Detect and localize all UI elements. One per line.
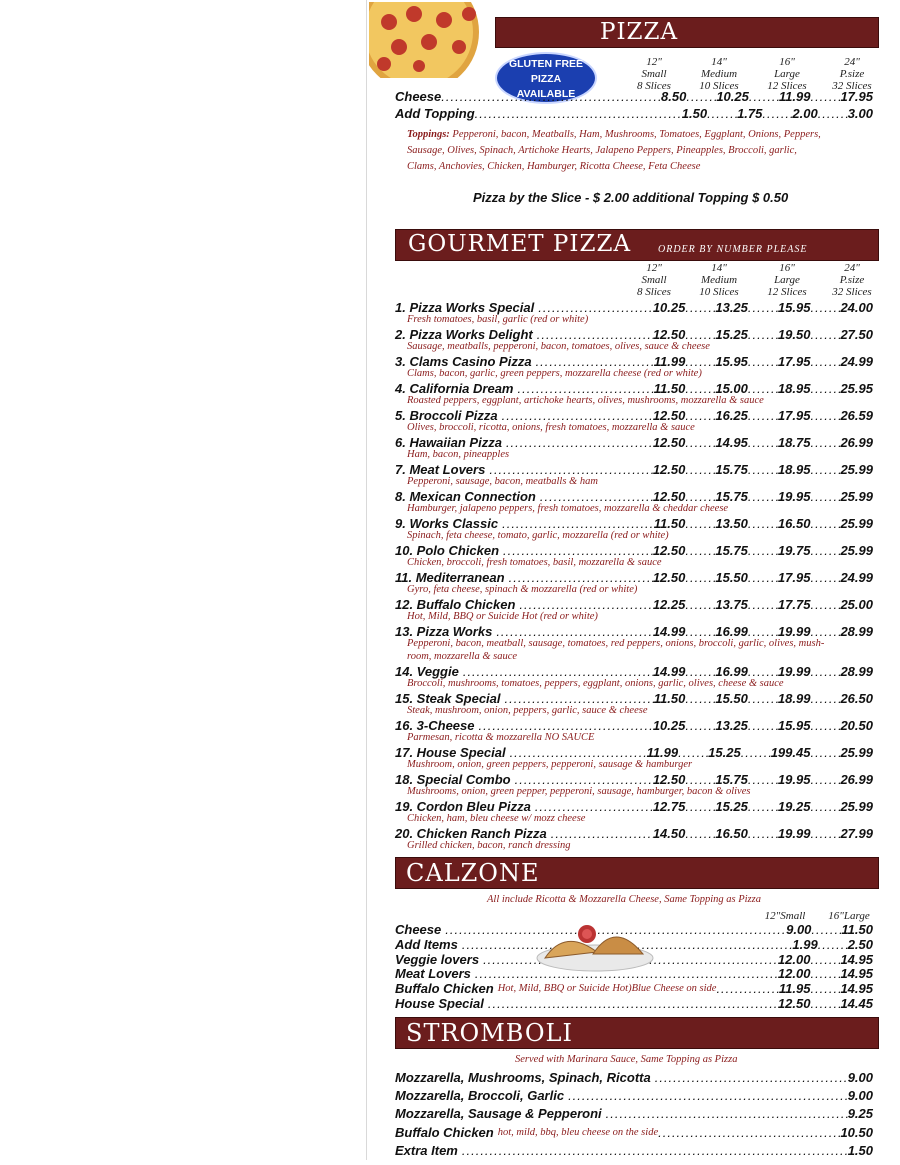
menu-row (395, 799, 873, 814)
menu-row (395, 543, 873, 558)
item-label: Cheese (395, 89, 442, 104)
item-label: 19. Cordon Bleu Pizza (395, 799, 531, 814)
item-label: 15. Steak Special (395, 691, 501, 706)
item-description: Olives, broccoli, ricotta, onions, fresh tomatoes, mozzarella & sauce (407, 422, 695, 433)
pizza-row-cheese (395, 89, 873, 104)
item-price: 12.50 (652, 543, 686, 558)
size-inch: 12" (646, 56, 662, 68)
item-label: Cheese (395, 922, 442, 937)
item-label: Extra Item (395, 1142, 458, 1158)
item-description: Fresh tomatoes, basil, garlic (red or white) (407, 314, 589, 325)
item-price: 27.50 (840, 327, 873, 342)
menu-row (395, 1070, 873, 1085)
item-description: Hot, Mild, BBQ or Suicide Hot (red or white) (407, 611, 598, 622)
item-price: 199.45 (770, 745, 811, 760)
item-price: 26.99 (840, 435, 873, 450)
size-name: P.size (839, 68, 865, 80)
item-price: 16.99 (715, 624, 748, 639)
size-name: P.size (839, 274, 865, 286)
calzone-size-16: 16"Large (828, 910, 870, 922)
item-price: 11.50 (841, 922, 873, 937)
pizza-header (495, 17, 879, 48)
item-label: House Special (395, 996, 484, 1011)
item-price: 17.75 (777, 597, 811, 612)
item-price: 19.25 (777, 799, 811, 814)
item-price: 27.99 (840, 826, 873, 841)
toppings-list (407, 127, 877, 175)
menu-row (395, 408, 873, 423)
item-label: 12. Buffalo Chicken (395, 597, 516, 612)
price-psize: 3.00 (847, 106, 873, 121)
menu-row (395, 664, 873, 679)
item-price: 15.00 (715, 381, 748, 396)
menu-row (395, 745, 873, 760)
item-price: 14.99 (652, 664, 686, 679)
item-price: 14.99 (652, 624, 686, 639)
menu-row (395, 826, 873, 841)
item-price: 9.25 (847, 1106, 873, 1122)
item-label: 4. California Dream (395, 381, 514, 396)
size-name: Large (774, 274, 800, 286)
item-price: 25.99 (840, 799, 873, 814)
item-label: 20. Chicken Ranch Pizza (395, 826, 547, 841)
size-inch: 14" (711, 56, 727, 68)
item-price: 12.50 (777, 996, 811, 1011)
item-description: Spinach, feta cheese, tomato, garlic, mozzarella (red or white) (407, 530, 669, 541)
calzone-note: All include Ricotta & Mozzarella Cheese, Same Topping as Pizza (487, 894, 761, 905)
item-price: 15.50 (715, 570, 748, 585)
item-description: Steak, mushroom, onion, peppers, garlic, sauce & cheese (407, 705, 648, 716)
item-label: 13. Pizza Works (395, 624, 493, 639)
item-price: 1.99 (792, 936, 818, 952)
item-price: 12.50 (652, 462, 686, 477)
item-description: Grilled chicken, bacon, ranch dressing (407, 840, 571, 851)
badge-line-2: PIZZA (530, 73, 562, 85)
price-small: 1.50 (681, 106, 708, 121)
size-name: Large (774, 68, 800, 80)
size-slices: 10 Slices (699, 286, 739, 298)
size-slices: 8 Slices (637, 80, 671, 92)
item-price: 1.50 (847, 1142, 873, 1158)
item-price: 11.50 (653, 516, 686, 531)
item-price: 10.50 (840, 1124, 873, 1140)
size-inch: 12" (646, 262, 662, 274)
item-price: 16.50 (777, 516, 811, 531)
badge-line-1: GLUTEN FREE (508, 58, 584, 70)
item-price: 16.25 (715, 408, 748, 423)
menu-row (395, 354, 873, 369)
item-label: Buffalo Chicken (395, 1124, 494, 1140)
item-price: 19.75 (777, 543, 811, 558)
item-price: 9.00 (847, 1088, 873, 1104)
item-price: 25.99 (840, 462, 873, 477)
item-price: 12.00 (777, 951, 811, 967)
calzone-header (395, 857, 879, 889)
item-price: 17.95 (777, 408, 811, 423)
gourmet-size-16 (757, 262, 817, 298)
size-inch: 16" (779, 262, 795, 274)
item-price: 28.99 (840, 664, 873, 679)
size-slices: 32 Slices (832, 80, 872, 92)
item-price: 24.00 (840, 300, 873, 315)
menu-row (395, 489, 873, 504)
item-price: 14.95 (840, 966, 873, 982)
price-medium: 10.25 (716, 89, 749, 104)
size-inch: 24" (844, 262, 860, 274)
pizza-size-14 (689, 56, 749, 92)
item-description: Hamburger, jalapeno peppers, fresh tomatoes, mozzarella & cheddar cheese (407, 503, 729, 514)
item-description: Chicken, ham, bleu cheese w/ mozz cheese (407, 813, 586, 824)
menu-row (395, 1088, 873, 1103)
menu-row (395, 381, 873, 396)
menu-row (395, 1125, 873, 1140)
item-price: 25.99 (840, 489, 873, 504)
item-description: Roasted peppers, eggplant, artichoke hearts, olives, mushrooms, mozzarella & sauce (407, 395, 764, 406)
size-slices: 12 Slices (767, 286, 807, 298)
item-price: 15.95 (715, 354, 748, 369)
size-inch: 14" (711, 262, 727, 274)
pizza-row-add-topping (395, 106, 873, 121)
menu-row (395, 516, 873, 531)
gourmet-size-12 (629, 262, 679, 298)
gourmet-size-24 (822, 262, 882, 298)
calzone-size-12: 12"Small (764, 910, 806, 922)
gourmet-header (395, 229, 879, 261)
item-description: Gyro, feta cheese, spinach & mozzarella (red or white) (407, 584, 638, 595)
menu-row (395, 1143, 873, 1158)
price-psize: 17.95 (840, 89, 873, 104)
item-label: 9. Works Classic (395, 516, 499, 531)
item-label: 2. Pizza Works Delight (395, 327, 533, 342)
item-label: 10. Polo Chicken (395, 543, 500, 558)
gourmet-size-14 (689, 262, 749, 298)
calzone-photo (535, 914, 657, 974)
price-small: 8.50 (661, 89, 687, 104)
stromboli-note: Served with Marinara Sauce, Same Topping as Pizza (515, 1054, 738, 1065)
menu-row (395, 597, 873, 612)
item-price: 12.50 (652, 435, 686, 450)
item-price: 12.25 (652, 597, 686, 612)
item-price: 18.95 (777, 381, 811, 396)
item-description: Pepperoni, sausage, bacon, meatballs & ham (407, 476, 598, 487)
item-price: 10.25 (652, 718, 686, 733)
gourmet-subtitle: ORDER BY NUMBER PLEASE (658, 244, 808, 255)
item-price: 17.95 (777, 570, 811, 585)
menu-row (395, 1106, 873, 1121)
menu-page (366, 0, 887, 1160)
item-price: 14.50 (652, 826, 686, 841)
item-price: 15.25 (708, 745, 741, 760)
item-price: 14.95 (715, 435, 748, 450)
pizza-title: PIZZA (600, 19, 679, 45)
item-price: 13.75 (715, 597, 748, 612)
size-name: Medium (700, 68, 738, 80)
item-label: 16. 3-Cheese (395, 718, 475, 733)
gourmet-title: GOURMET PIZZA (408, 231, 632, 257)
item-price: 15.75 (715, 462, 748, 477)
item-price: 11.50 (653, 381, 686, 396)
size-slices: 12 Slices (767, 80, 807, 92)
item-price: 12.50 (652, 772, 686, 787)
item-label: 5. Broccoli Pizza (395, 408, 498, 423)
item-price: 13.25 (715, 300, 748, 315)
item-price: 12.00 (777, 966, 811, 982)
item-price: 25.99 (840, 745, 873, 760)
item-extra: Hot, Mild, BBQ or Suicide Hot)Blue Cheese on side (497, 983, 717, 995)
menu-row (395, 327, 873, 342)
item-price: 15.95 (777, 300, 811, 315)
pizza-photo (369, 2, 493, 78)
item-description: Pepperoni, bacon, meatball, sausage, tomatoes, red peppers, onions, broccoli, garlic, olives, mush- (407, 638, 825, 649)
item-price: 25.99 (840, 516, 873, 531)
item-price: 9.00 (786, 922, 812, 937)
item-price: 11.50 (653, 691, 686, 706)
item-description: Chicken, broccoli, fresh tomatoes, basil, mozzarella & sauce (407, 557, 662, 568)
badge-line-3: AVAILABLE (516, 88, 576, 100)
item-price: 26.99 (840, 772, 873, 787)
item-price: 12.50 (652, 408, 686, 423)
item-description: Mushroom, onion, green peppers, pepperoni, sausage & hamburger (407, 759, 693, 770)
item-price: 16.50 (715, 826, 748, 841)
item-price: 11.95 (778, 981, 811, 997)
menu-row (395, 981, 873, 996)
price-large: 11.99 (778, 89, 811, 104)
size-slices: 8 Slices (637, 286, 671, 298)
toppings-label: Toppings: (407, 129, 450, 140)
menu-row (395, 624, 873, 639)
pizza-size-24 (822, 56, 882, 92)
item-price: 14.45 (840, 996, 873, 1011)
item-label: 6. Hawaiian Pizza (395, 435, 502, 450)
item-label: Mozzarella, Sausage & Pepperoni (395, 1106, 602, 1122)
item-price: 11.99 (653, 354, 686, 369)
item-description: Broccoli, mushrooms, tomatoes, peppers, eggplant, onions, garlic, olives, cheese & sauce (407, 678, 784, 689)
item-price: 18.75 (777, 435, 811, 450)
item-extra: hot, mild, bbq, bleu cheese on the side (497, 1126, 659, 1138)
item-label: Mozzarella, Mushrooms, Spinach, Ricotta (395, 1070, 651, 1085)
item-price: 2.50 (847, 936, 873, 952)
menu-row (395, 718, 873, 733)
menu-row (395, 435, 873, 450)
item-price: 25.99 (840, 543, 873, 558)
item-label: 7. Meat Lovers (395, 462, 486, 477)
size-name: Small (641, 68, 667, 80)
item-price: 26.50 (840, 691, 873, 706)
item-price: 19.99 (777, 826, 811, 841)
item-label: Add Items (395, 936, 458, 952)
item-price: 12.50 (652, 570, 686, 585)
menu-row (395, 691, 873, 706)
toppings-line: Clams, Anchovies, Chicken, Hamburger, Ricotta Cheese, Feta Cheese (407, 161, 701, 172)
item-price: 20.50 (840, 718, 873, 733)
size-slices: 10 Slices (699, 80, 739, 92)
menu-row (395, 300, 873, 315)
item-description: Parmesan, ricotta & mozzarella NO SAUCE (407, 732, 595, 743)
item-price: 25.95 (840, 381, 873, 396)
item-price: 13.25 (715, 718, 748, 733)
item-label: Mozzarella, Broccoli, Garlic (395, 1088, 565, 1104)
item-price: 25.00 (840, 597, 873, 612)
item-price: 9.00 (847, 1070, 873, 1085)
pizza-size-12 (629, 56, 679, 92)
size-name: Medium (700, 274, 738, 286)
item-price: 16.99 (715, 664, 748, 679)
calzone-title: CALZONE (406, 859, 540, 887)
item-price: 24.99 (840, 354, 873, 369)
item-price: 19.99 (777, 624, 811, 639)
item-price: 26.59 (840, 408, 873, 423)
item-price: 15.75 (715, 772, 748, 787)
item-price: 19.95 (777, 489, 811, 504)
item-price: 19.99 (777, 664, 811, 679)
item-price: 15.75 (715, 543, 748, 558)
item-description: Mushrooms, onion, green pepper, pepperoni, sausage, hamburger, bacon & olives (407, 786, 751, 797)
item-description: room, mozzarella & sauce (407, 651, 518, 662)
item-price: 11.99 (646, 745, 679, 760)
item-description: Sausage, meatballs, pepperoni, bacon, tomatoes, olives, sauce & cheese (407, 341, 710, 352)
item-price: 15.95 (777, 718, 811, 733)
size-inch: 24" (844, 56, 860, 68)
item-price: 24.99 (840, 570, 873, 585)
item-label: 18. Special Combo (395, 772, 511, 787)
item-price: 13.50 (715, 516, 748, 531)
item-price: 15.50 (715, 691, 748, 706)
item-label: 17. House Special (395, 745, 506, 760)
item-price: 14.95 (840, 951, 873, 967)
item-price: 14.95 (840, 981, 873, 997)
item-price: 15.25 (715, 327, 748, 342)
menu-row (395, 772, 873, 787)
size-slices: 32 Slices (832, 286, 872, 298)
item-price: 18.95 (777, 462, 811, 477)
item-description: Clams, bacon, garlic, green peppers, mozzarella cheese (red or white) (407, 368, 702, 379)
item-description: Ham, bacon, pineapples (407, 449, 510, 460)
menu-row (395, 996, 873, 1011)
item-price: 28.99 (840, 624, 873, 639)
item-price: 15.75 (715, 489, 748, 504)
item-label: Meat Lovers (395, 966, 471, 982)
item-price: 12.50 (652, 327, 686, 342)
menu-row (395, 462, 873, 477)
stromboli-title: STROMBOLI (406, 1019, 573, 1047)
item-label: Add Topping (395, 106, 475, 121)
size-inch: 16" (779, 56, 795, 68)
pizza-size-16 (757, 56, 817, 92)
item-label: 11. Mediterranean (395, 570, 505, 585)
item-price: 17.95 (777, 354, 811, 369)
item-label: Veggie lovers (395, 951, 480, 967)
slice-price: Pizza by the Slice - $ 2.00 additional Topping $ 0.50 (473, 190, 789, 205)
item-label: Buffalo Chicken (395, 981, 494, 997)
stromboli-header (395, 1017, 879, 1049)
menu-row (395, 570, 873, 585)
toppings-line: Sausage, Olives, Spinach, Artichoke Hearts, Jalapeno Peppers, Pineapples, Broccoli, garlic, (407, 145, 797, 156)
item-label: 1. Pizza Works Special (395, 300, 535, 315)
item-price: 19.50 (777, 327, 811, 342)
item-label: 8. Mexican Connection (395, 489, 536, 504)
item-label: 3. Clams Casino Pizza (395, 354, 532, 369)
item-label: 14. Veggie (395, 664, 459, 679)
item-price: 12.75 (652, 799, 686, 814)
item-price: 10.25 (652, 300, 686, 315)
item-price: 19.95 (777, 772, 811, 787)
item-price: 12.50 (652, 489, 686, 504)
item-price: 15.25 (715, 799, 748, 814)
toppings-line: Pepperoni, bacon, Meatballs, Ham, Mushrooms, Tomatoes, Eggplant, Onions, Peppers, (452, 129, 821, 140)
price-medium: 1.75 (737, 106, 763, 121)
price-large: 2.00 (792, 106, 818, 121)
size-name: Small (641, 274, 667, 286)
item-price: 18.99 (777, 691, 811, 706)
